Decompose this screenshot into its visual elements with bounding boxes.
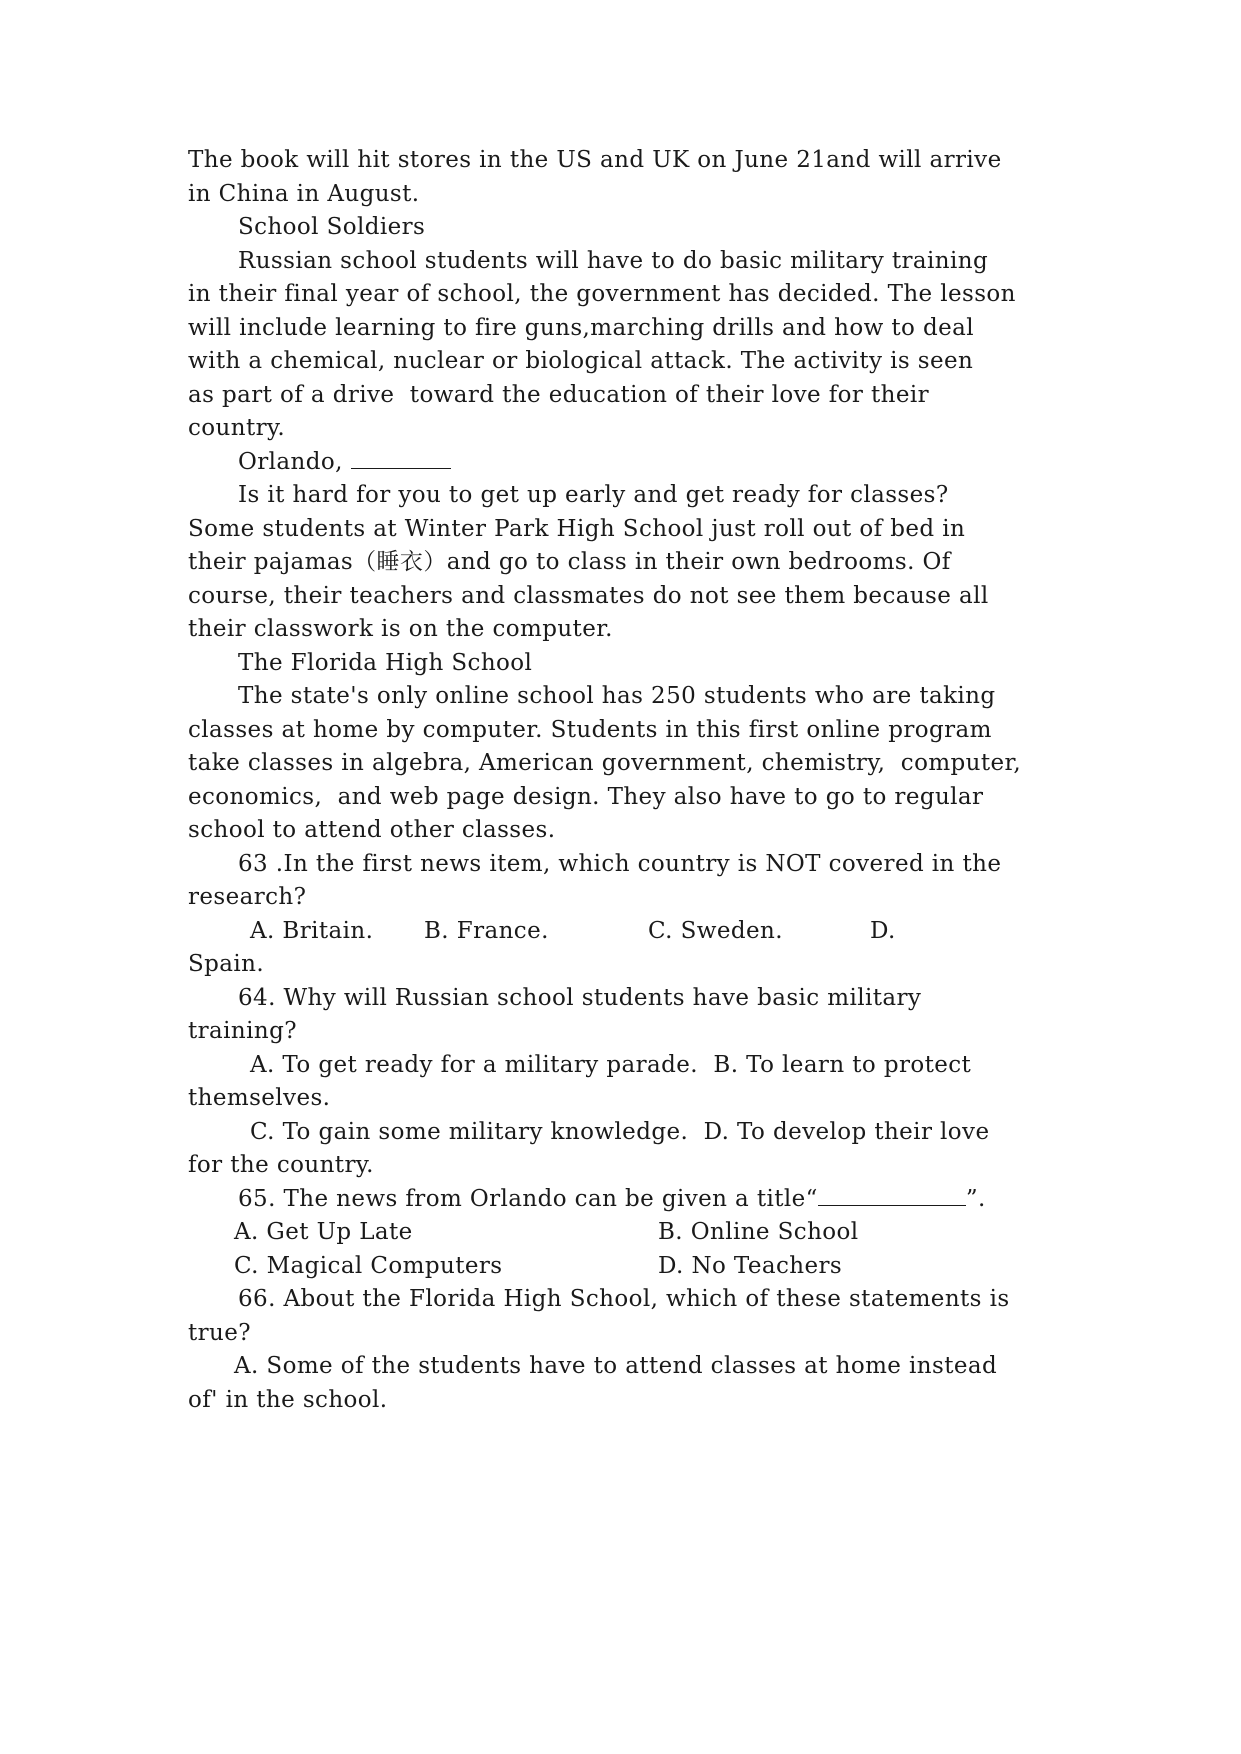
passage-line: school to attend other classes. [188, 817, 556, 843]
option-d-cont: Spain. [188, 951, 265, 977]
passage-line: country. [188, 415, 286, 441]
option-b: B. Online School [658, 1219, 859, 1245]
option-c: C. Sweden. [648, 918, 783, 944]
passage-line: economics, and web page design. They also have to go to regular [188, 784, 984, 810]
option-d: D. No Teachers [658, 1253, 843, 1279]
passage-line: The book will hit stores in the US and UK on June 21and will arrive [188, 147, 1002, 173]
question-63-cont: research? [188, 884, 307, 910]
question-64: 64. Why will Russian school students have basic military [238, 985, 922, 1011]
orlando-heading-text: Orlando, [238, 449, 343, 475]
question-65-suffix: ”. [965, 1186, 986, 1212]
passage-line: will include learning to fire guns,marching drills and how to deal [188, 315, 975, 341]
option-b: B. France. [424, 918, 549, 944]
section-heading: The Florida High School [238, 650, 533, 676]
option-a: A. Get Up Late [234, 1219, 413, 1245]
option-a: A. Some of the students have to attend classes at home instead [234, 1353, 998, 1379]
options-cd-cont: for the country. [188, 1152, 374, 1178]
question-66: 66. About the Florida High School, which of these statements is [238, 1286, 1010, 1312]
option-a: A. Britain. [250, 918, 374, 944]
passage-line: Some students at Winter Park High School just roll out of bed in [188, 516, 966, 542]
passage-line: course, their teachers and classmates do not see them because all [188, 583, 989, 609]
passage-line: classes at home by computer. Students in this first online program [188, 717, 992, 743]
passage-line: their pajamas（睡衣）and go to class in their own bedrooms. Of [188, 549, 951, 575]
question-64-cont: training? [188, 1018, 297, 1044]
passage-line: Russian school students will have to do basic military training [238, 248, 989, 274]
option-c: C. Magical Computers [234, 1253, 503, 1279]
title-blank [818, 1185, 966, 1206]
question-65 [238, 1185, 986, 1213]
option-d: D. [870, 918, 896, 944]
question-66-cont: true? [188, 1320, 251, 1346]
heading-blank [351, 448, 451, 469]
options-ab-cont: themselves. [188, 1085, 331, 1111]
passage-line: in their final year of school, the government has decided. The lesson [188, 281, 1016, 307]
question-63: 63 .In the first news item, which country is NOT covered in the [238, 851, 1002, 877]
passage-line: their classwork is on the computer. [188, 616, 613, 642]
passage-line: as part of a drive toward the education of their love for their [188, 382, 930, 408]
options-ab: A. To get ready for a military parade. B. To learn to protect [250, 1052, 972, 1078]
passage-line: Is it hard for you to get up early and get ready for classes? [238, 482, 949, 508]
passage-line: take classes in algebra, American government, chemistry, computer, [188, 750, 1022, 776]
section-heading: School Soldiers [238, 214, 426, 240]
options-cd: C. To gain some military knowledge. D. To develop their love [250, 1119, 990, 1145]
option-a-cont: of' in the school. [188, 1387, 388, 1413]
passage-line: with a chemical, nuclear or biological attack. The activity is seen [188, 348, 974, 374]
passage-line: The state's only online school has 250 students who are taking [238, 683, 996, 709]
section-heading [238, 448, 451, 476]
passage-line: in China in August. [188, 181, 420, 207]
question-65-prefix: 65. The news from Orlando can be given a title“ [238, 1186, 818, 1212]
